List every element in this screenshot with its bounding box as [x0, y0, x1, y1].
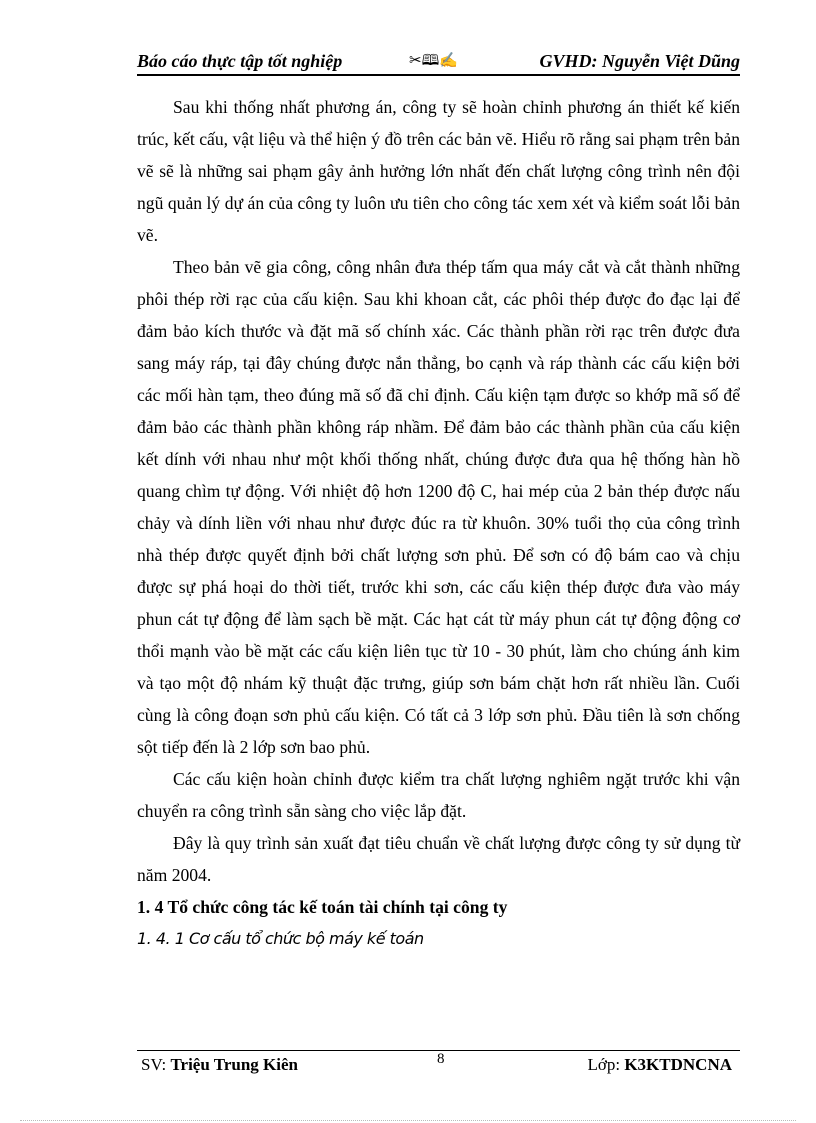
- footer-student-label: SV:: [141, 1055, 171, 1074]
- footer-class-name: K3KTDNCNA: [624, 1055, 732, 1074]
- page-boundary-divider: [20, 1120, 796, 1121]
- page-footer: [137, 1050, 740, 1079]
- paragraph-quality-check: Các cấu kiện hoàn chỉnh được kiểm tra chất lượng nghiêm ngặt trước khi vận chuyển ra công trình sẵn sàng cho việc lắp đặt.: [137, 769, 740, 821]
- paragraph-drawing-review: Sau khi thống nhất phương án, công ty sẽ hoàn chỉnh phương án thiết kế kiến trúc, kết cấu, vật liệu và thể hiện ý đồ trên các bản vẽ. Hiểu rõ rằng sai phạm trên bản vẽ sẽ là những sai phạm gây ảnh hưởng lớn nhất đến chất lượng công trình nên đội ngũ quản lý dự án của công ty luôn ưu tiên cho công tác xem xét và kiểm soát lỗi bản vẽ.: [137, 97, 740, 245]
- paragraph-standard-process: Đây là quy trình sản xuất đạt tiêu chuẩn về chất lượng được công ty sử dụng từ năm 2004.: [137, 833, 740, 885]
- footer-student-name: Triệu Trung Kiên: [170, 1055, 298, 1074]
- header-report-title: Báo cáo thực tập tốt nghiệp: [137, 51, 343, 71]
- paragraph-fabrication-process: Theo bản vẽ gia công, công nhân đưa thép tấm qua máy cắt và cắt thành những phôi thép rời rạc của cấu kiện. Sau khi khoan cắt, các phôi thép được đo đạc lại để đảm bảo kích thước và đặt mã số chính xác. Các thành phần rời rạc trên được đưa sang máy ráp, tại đây chúng được nắn thẳng, bo cạnh và ráp thành các cấu kiện bởi các mối hàn tạm, theo đúng mã số đã chỉ định. Cấu kiện tạm được so khớp mã số để đảm bảo các thành phần không ráp nhầm. Để đảm bảo các thành phần của cấu kiện kết dính với nhau như một khối thống nhất, chúng được đưa qua hệ thống hàn hồ quang chìm tự động. Với nhiệt độ hơn 1200 độ C, hai mép của 2 bản thép được nấu chảy và dính liền với nhau như được đúc ra từ khuôn. 30% tuổi thọ của công trình nhà thép được quyết định bởi chất lượng sơn phủ. Để sơn có độ bám cao và chịu được sự phá hoại do thời tiết, trước khi sơn, các cấu kiện thép được đưa vào máy phun cát tự động để làm sạch bề mặt. Các hạt cát từ máy phun cát tự động động cơ thổi mạnh vào bề mặt các cấu kiện liên tục từ 10 - 30 phút, làm cho chúng ánh kim và tạo một độ nhám kỹ thuật đặc trưng, giúp sơn bám chặt hơn rất nhiều lần. Cuối cùng là công đoạn sơn phủ cấu kiện. Có tất cả 3 lớp sơn phủ. Đầu tiên là sơn chống sột tiếp đến là 2 lớp sơn bao phủ.: [137, 257, 740, 757]
- document-body: [137, 91, 740, 955]
- subsection-heading: 1. 4. 1 Cơ cấu tổ chức bộ máy kế toán: [137, 929, 424, 948]
- page-number: 8: [437, 1051, 445, 1067]
- section-heading: 1. 4 Tổ chức công tác kế toán tài chính tại công ty: [137, 897, 508, 917]
- footer-class-label: Lớp:: [587, 1055, 625, 1074]
- footer-class: [587, 1055, 732, 1075]
- page-header: [137, 48, 740, 76]
- header-advisor: GVHD: Nguyễn Việt Dũng: [539, 51, 740, 71]
- footer-student: [141, 1055, 298, 1075]
- header-ornament-icon: ✂🕮✍: [409, 53, 458, 69]
